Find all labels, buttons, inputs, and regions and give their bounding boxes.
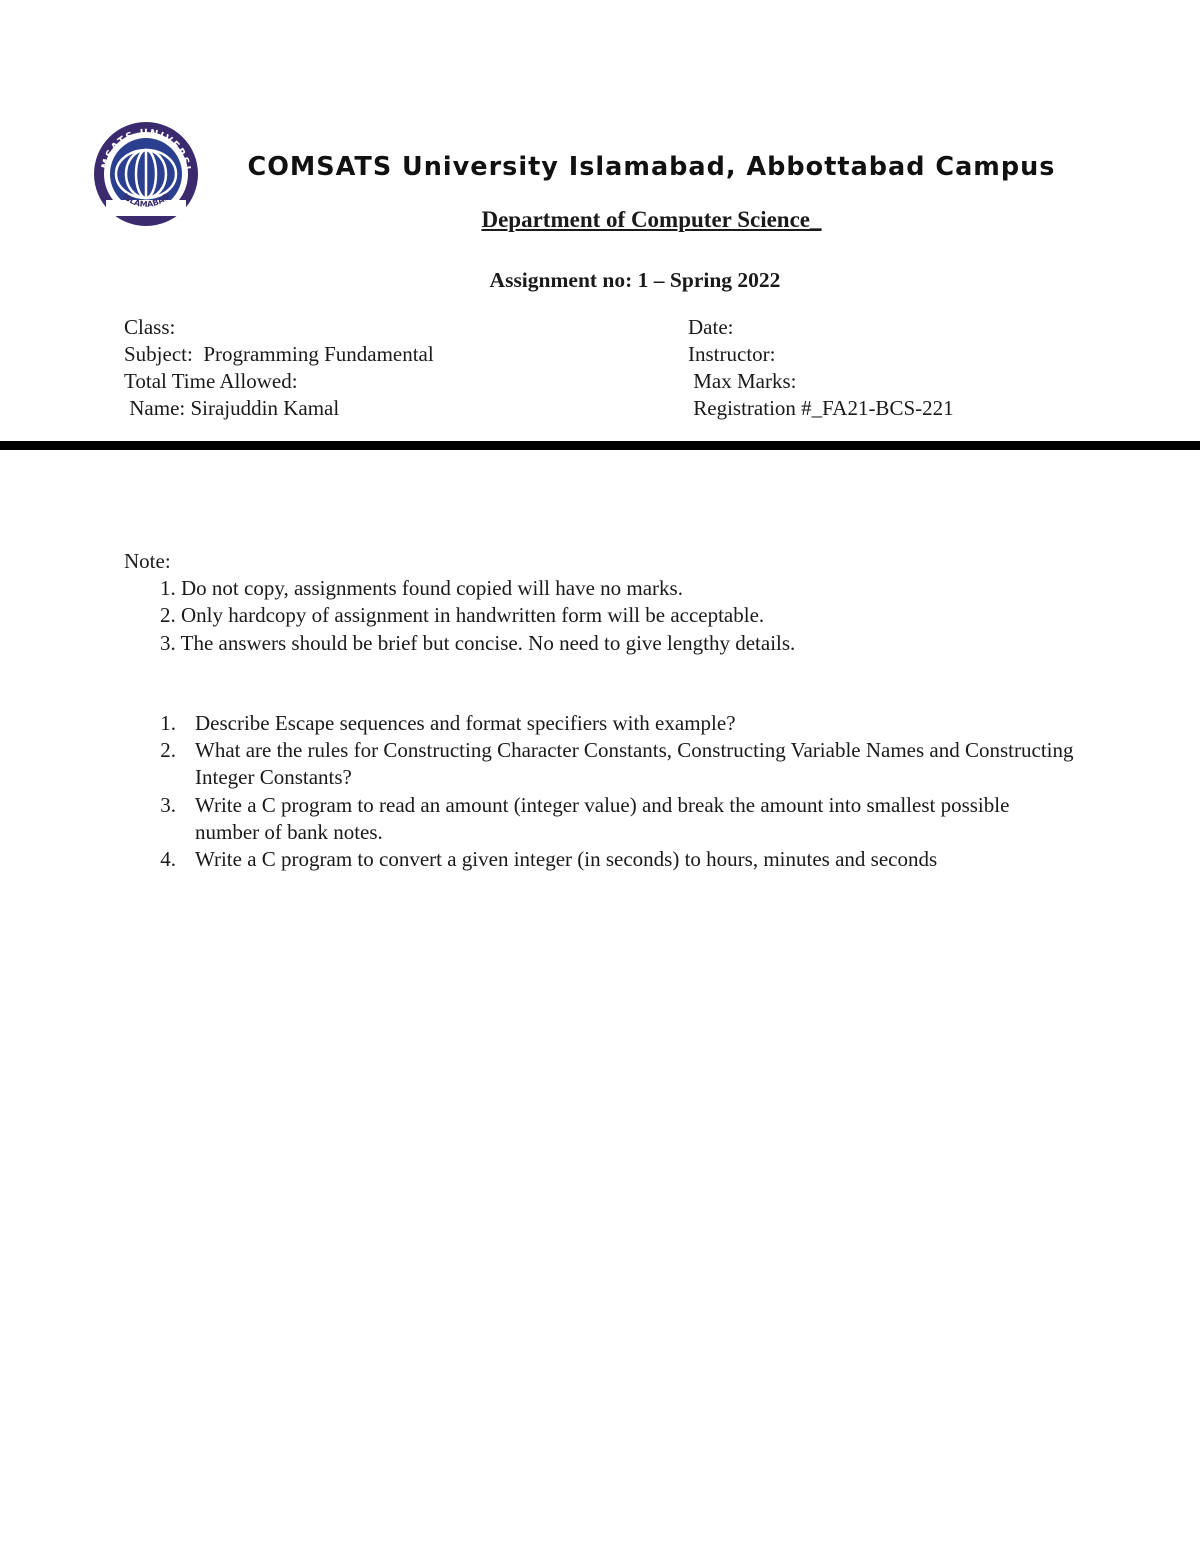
student-name-field: Name: Sirajuddin Kamal [124,396,340,420]
question-text: Write a C program to convert a given integer (in seconds) to hours, minutes and seconds [195,847,938,871]
department-title: Department of Computer Science_ [481,207,822,232]
question-text: Describe Escape sequences and format specifiers with example? [195,711,736,735]
note-item: 2. Only hardcopy of assignment in handwritten form will be acceptable. [160,603,765,627]
question-number: 1. [160,711,176,735]
question-text: Write a C program to read an amount (integer value) and break the amount into smallest possible number of bank notes. [195,793,1010,845]
registration-field: Registration #_FA21-BCS-221 [688,396,954,420]
question-text: What are the rules for Constructing Character Constants, Constructing Variable Names and Constructing Integer Constants? [195,738,1074,790]
university-name: COMSATS University Islamabad, Abbottabad Campus [247,152,1056,182]
subject-field: Subject: Programming Fundamental [124,342,434,366]
date-field: Date: [688,315,734,339]
note-item: 3. The answers should be brief but concise. No need to give lengthy details. [160,631,796,655]
note-item: 1. Do not copy, assignments found copied will have no marks. [160,576,683,600]
svg-text:ISLAMABAD: ISLAMABAD [120,191,172,210]
question-number: 4. [160,847,176,871]
question-number: 3. [160,793,176,817]
svg-text:COMSATS UNIVERSITY: MSATS UNIVERSI [100,127,192,172]
question-number: 2. [160,738,176,762]
notes-title: Note: [124,549,171,573]
class-field: Class: [124,315,176,339]
time-allowed-field: Total Time Allowed: [124,369,298,393]
instructor-field: Instructor: [688,342,776,366]
header-divider [0,441,1200,450]
assignment-title: Assignment no: 1 – Spring 2022 [489,268,781,292]
max-marks-field: Max Marks: [688,369,797,393]
